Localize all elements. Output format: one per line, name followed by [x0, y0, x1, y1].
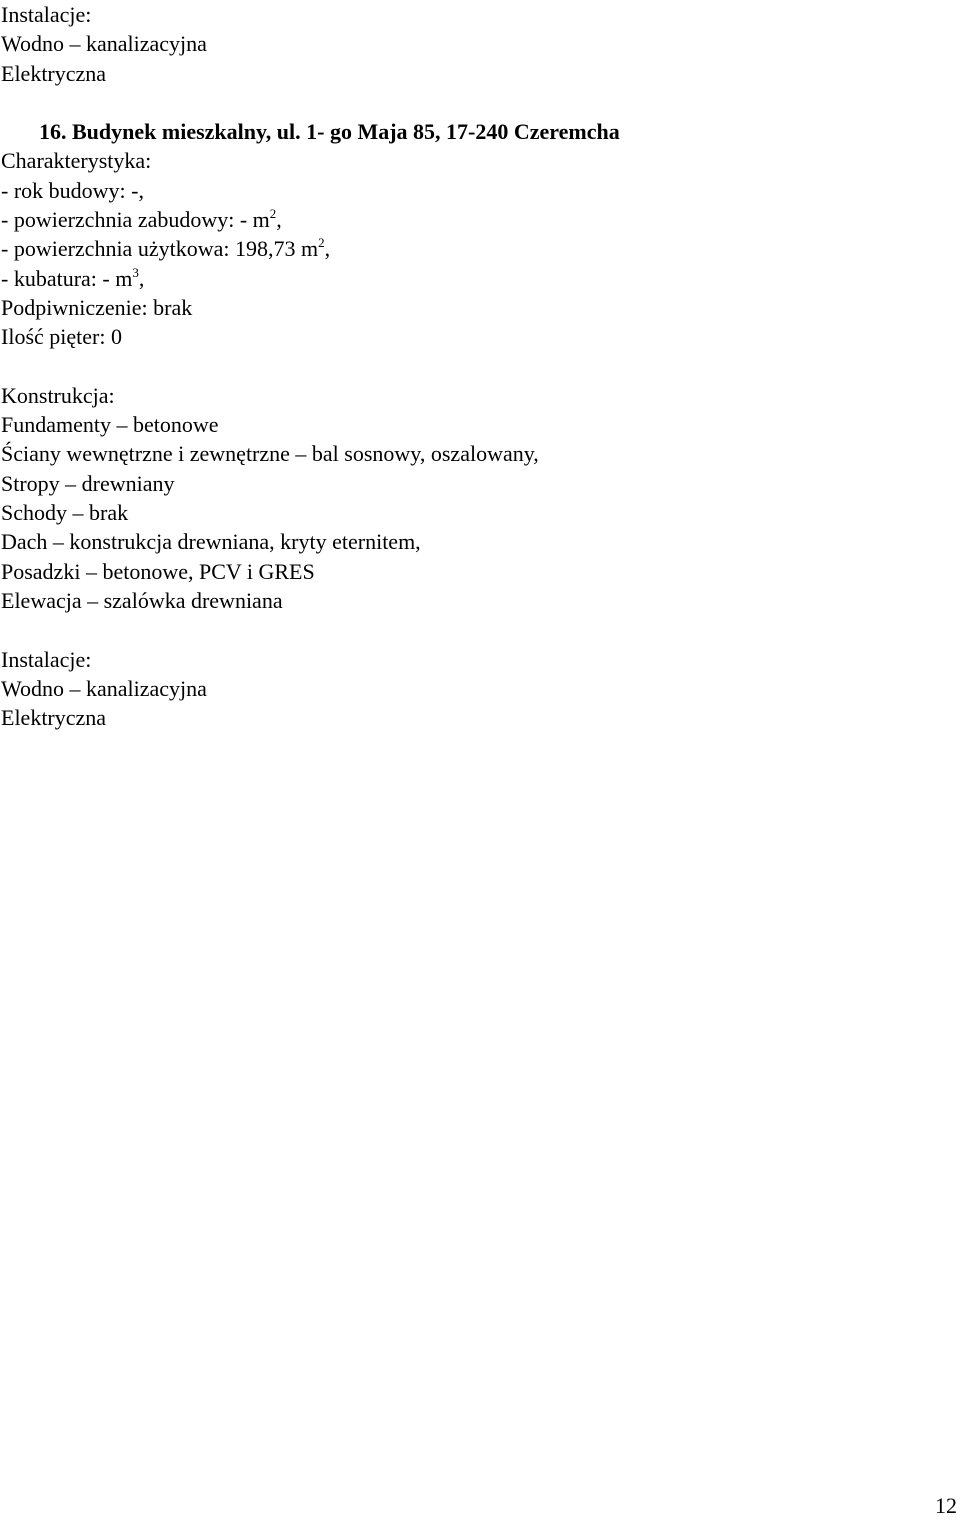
unit-exponent: 2 [318, 235, 325, 251]
punctuation: , [276, 207, 282, 233]
characteristics-label: Charakterystyka: [1, 148, 152, 174]
construction-item: Fundamenty – betonowe [1, 412, 219, 438]
installation-item: Elektryczna [1, 60, 107, 86]
unit-exponent: 2 [269, 206, 277, 222]
page-number: 12 [935, 1493, 957, 1518]
building-heading: 16. Budynek mieszkalny, ul. 1- go Maja 85, 17-240 Czeremcha [39, 119, 620, 145]
blank-line [1, 615, 951, 644]
built-up-area [1, 205, 951, 234]
construction-item: Stropy – drewniany [1, 470, 175, 496]
construction-item: Dach – konstrukcja drewniana, kryty eternitem, [1, 529, 421, 555]
construction-label: Konstrukcja: [1, 382, 115, 408]
construction-year: - rok budowy: -, [1, 177, 144, 203]
unit-exponent: 3 [132, 264, 139, 280]
blank-line [1, 88, 951, 117]
punctuation: , [138, 265, 145, 291]
construction-item: Schody – brak [1, 500, 129, 526]
installations-label: Instalacje: [1, 646, 92, 672]
installation-item: Elektryczna [1, 705, 107, 731]
punctuation: , [324, 236, 331, 262]
construction-item: Elewacja – szalówka drewniana [1, 587, 283, 613]
built-up-area-text: - powierzchnia zabudowy: - m [1, 207, 270, 233]
blank-line [1, 352, 951, 381]
usable-area [1, 234, 951, 263]
document-page [1, 0, 951, 732]
section-label-installations-prev: Instalacje: [1, 2, 92, 27]
construction-item: Ściany wewnętrzne i zewnętrzne – bal sosnowy, oszalowany, [1, 441, 539, 467]
cubature [1, 264, 951, 293]
construction-item: Posadzki – betonowe, PCV i GRES [1, 558, 315, 584]
cubature-text: - kubatura: - m [1, 265, 133, 291]
basement: Podpiwniczenie: brak [1, 294, 193, 320]
usable-area-text: - powierzchnia użytkowa: 198,73 m [1, 236, 319, 262]
floor-count: Ilość pięter: 0 [1, 324, 122, 350]
installation-item: Wodno – kanalizacyjna [1, 675, 207, 701]
installation-item: Wodno – kanalizacyjna [1, 31, 207, 57]
